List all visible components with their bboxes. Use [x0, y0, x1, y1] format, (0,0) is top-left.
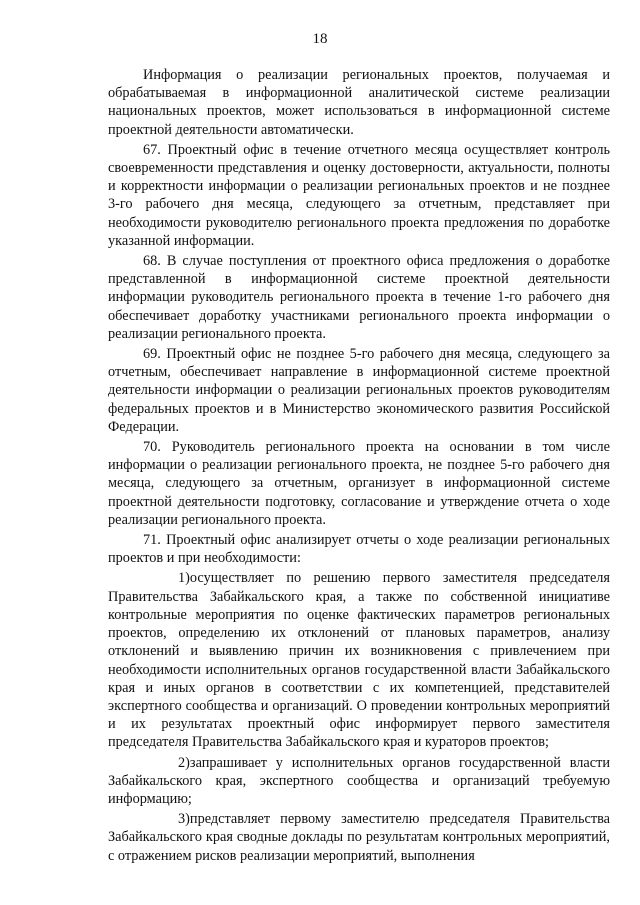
- list-item: [108, 754, 610, 809]
- paragraph-68: 68. В случае поступления от проектного офиса предложения о доработке представленной в информационной системе проектной деятельности информации руководитель регионального проекта в течение 1-го рабочего дня обеспечивает доработку участниками регионального проекта информации о реализации регионального проекта.: [108, 253, 610, 342]
- paragraph-69: 69. Проектный офис не позднее 5-го рабочего дня месяца, следующего за отчетным, обеспечивает направление в информационной системе проектной деятельности информации о реализации региональных проектов руководителям федеральных проектов и в Министерство экономического развития Российской Федерации.: [108, 346, 610, 435]
- list-item-text: осуществляет по решению первого заместителя председателя Правительства Забайкальского края, а также по собственной инициативе контрольные мероприятия по оценке фактических параметров региональных проектов, определению их отклонений от плановых параметров, анализу отклонений и выявлению причин их возникновения с привлечением при необходимости исполнительных органов государственной власти Забайкальского края и иных органов в соответствии с их компетенцией, представителей экспертного сообщества и организаций. О проведении контрольных мероприятий и их результатах проектный офис информирует первого заместителя председателя Правительства Забайкальского края и кураторов проектов;: [108, 570, 610, 751]
- list-item-number: 1): [178, 570, 190, 587]
- list-item: [108, 810, 610, 865]
- paragraph-71: 71. Проектный офис анализирует отчеты о ходе реализации региональных проектов и при необходимости:: [108, 532, 610, 567]
- page-number: 18: [312, 31, 328, 47]
- list-item-text: представляет первому заместителю председателя Правительства Забайкальского края сводные доклады по результатам контрольных мероприятий, с отражением рисков реализации мероприятий, выполнения: [108, 811, 610, 864]
- document-body: [108, 66, 610, 867]
- paragraph-intro: Информация о реализации региональных проектов, получаемая и обрабатываемая в информационной аналитической системе реализации национальных проектов, может использоваться в информационной системе проектной деятельности автоматически.: [108, 67, 610, 138]
- list-item-number: 3): [178, 811, 190, 828]
- list-item-number: 2): [178, 754, 190, 771]
- paragraph-70: 70. Руководитель регионального проекта на основании в том числе информации о реализации регионального проекта, не позднее 5-го рабочего дня месяца, следующего за отчетным, организует в информационной системе проектной деятельности подготовку, согласование и утверждение отчета о ходе реализации регионального проекта.: [108, 439, 610, 528]
- list-item-text: запрашивает у исполнительных органов государственной власти Забайкальского края, экспертного сообщества и организаций требуемую информацию;: [108, 754, 610, 807]
- list-item: [108, 569, 610, 751]
- paragraph-67: 67. Проектный офис в течение отчетного месяца осуществляет контроль своевременности представления и оценку достоверности, актуальности, полноты и корректности информации о реализации региональных проектов и не позднее 3-го рабочего дня месяца, следующего за отчетным, представляет при необходимости руководителю регионального проекта предложения по доработке указанной информации.: [108, 141, 610, 249]
